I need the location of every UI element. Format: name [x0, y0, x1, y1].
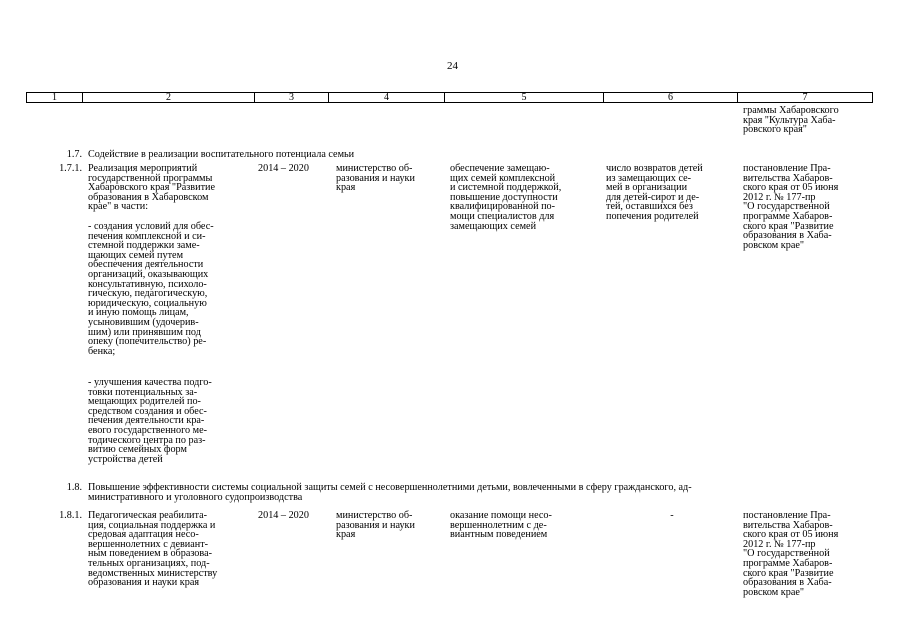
- row-1-7-1-description: Реализация мероприятий государственной программы Хабаровского края "Развитие образования в Хабаровском крае" в части:: [88, 163, 215, 213]
- row-1-7-1-number: 1.7.1.: [59, 163, 82, 174]
- table-header-row: [26, 92, 873, 103]
- row-1-7-1-indicator: число возвратов детей из замещающих се- мей в организации для детей-сирот и де- тей, оставшихся без попечения родителей: [606, 163, 703, 222]
- section-1-7-title: Содействие в реализации воспитательного потенциала семьи: [88, 149, 355, 160]
- header-col-6: 6: [668, 92, 673, 103]
- row-1-7-1-document: постановление Пра- вительства Хабаров- ского края от 05 июня 2012 г. № 177-пр "О государственной программе Хабаров- ского края "Развитие образования в Хаба- ровском крае": [743, 163, 839, 251]
- header-col-4: 4: [384, 92, 389, 103]
- row-1-8-1-description: Педагогическая реабилита- ция, социальная поддержка и средовая адаптация несо- вершеннолетних с девиант- ным поведением в образова- тельных организациях, под- ведомственных министерству образования и науки края: [88, 510, 218, 589]
- page-number: 24: [447, 60, 458, 72]
- row-1-8-1-period: 2014 – 2020: [258, 510, 309, 521]
- row-1-7-1-item-2: - улучшения качества подго- товки потенциальных за- мещающих родителей по- средством создания и обес- печения деятельности кра- евого государственного ме- тодического центра по раз- витию семейных форм устройства детей: [88, 377, 212, 465]
- header-col-5: 5: [521, 92, 527, 103]
- row-1-7-1-executor: министерство об- разования и науки края: [336, 163, 415, 194]
- row-1-8-1-indicator: -: [670, 510, 674, 521]
- section-1-8-number: 1.8.: [66, 482, 82, 493]
- row-1-7-1-period: 2014 – 2020: [258, 163, 309, 174]
- row-1-8-1-executor: министерство об- разования и науки края: [336, 510, 415, 541]
- section-1-7-number: 1.7.: [66, 149, 82, 160]
- row-1-8-1-document: постановление Пра- вительства Хабаров- ского края от 05 июня 2012 г. № 177-пр "О государственной программе Хабаров- ского края "Развитие образования в Хаба- ровском крае": [743, 510, 839, 598]
- row-1-8-1-number: 1.8.1.: [59, 510, 82, 521]
- row-1-8-1-result: оказание помощи несо- вершеннолетним с де- виантным поведением: [450, 510, 552, 541]
- header-col-3: 3: [289, 92, 294, 103]
- header-col-2: 2: [166, 92, 171, 103]
- row-1-7-1-result: обеспечение замещаю- щих семей комплексной и системной поддержкой, повышение доступности квалифицированной по- мощи специалистов для замещающих семей: [450, 163, 562, 232]
- section-1-8-title: Повышение эффективности системы социальной защиты семей с несовершеннолетними детьми, вовлеченными в сферу гражданского, ад- министративного и уголовного судопроизводства: [88, 482, 692, 503]
- header-col-1: 1: [52, 92, 57, 103]
- header-col-7: 7: [802, 92, 808, 103]
- carryover-col7-text: граммы Хабаровского края "Культура Хаба- ровского края": [743, 105, 839, 136]
- row-1-7-1-item-1: - создания условий для обес- печения комплексной и си- стемной поддержки заме- щающих семей путем обеспечения деятельности организаций, оказывающих консультативную, психоло- гическую, педагогическую, юридическую, социальную и иную помощь лицам, усыновившим (удочерив- шим) или принявшим под опеку (попечительство) ре- бенка;: [88, 221, 214, 357]
